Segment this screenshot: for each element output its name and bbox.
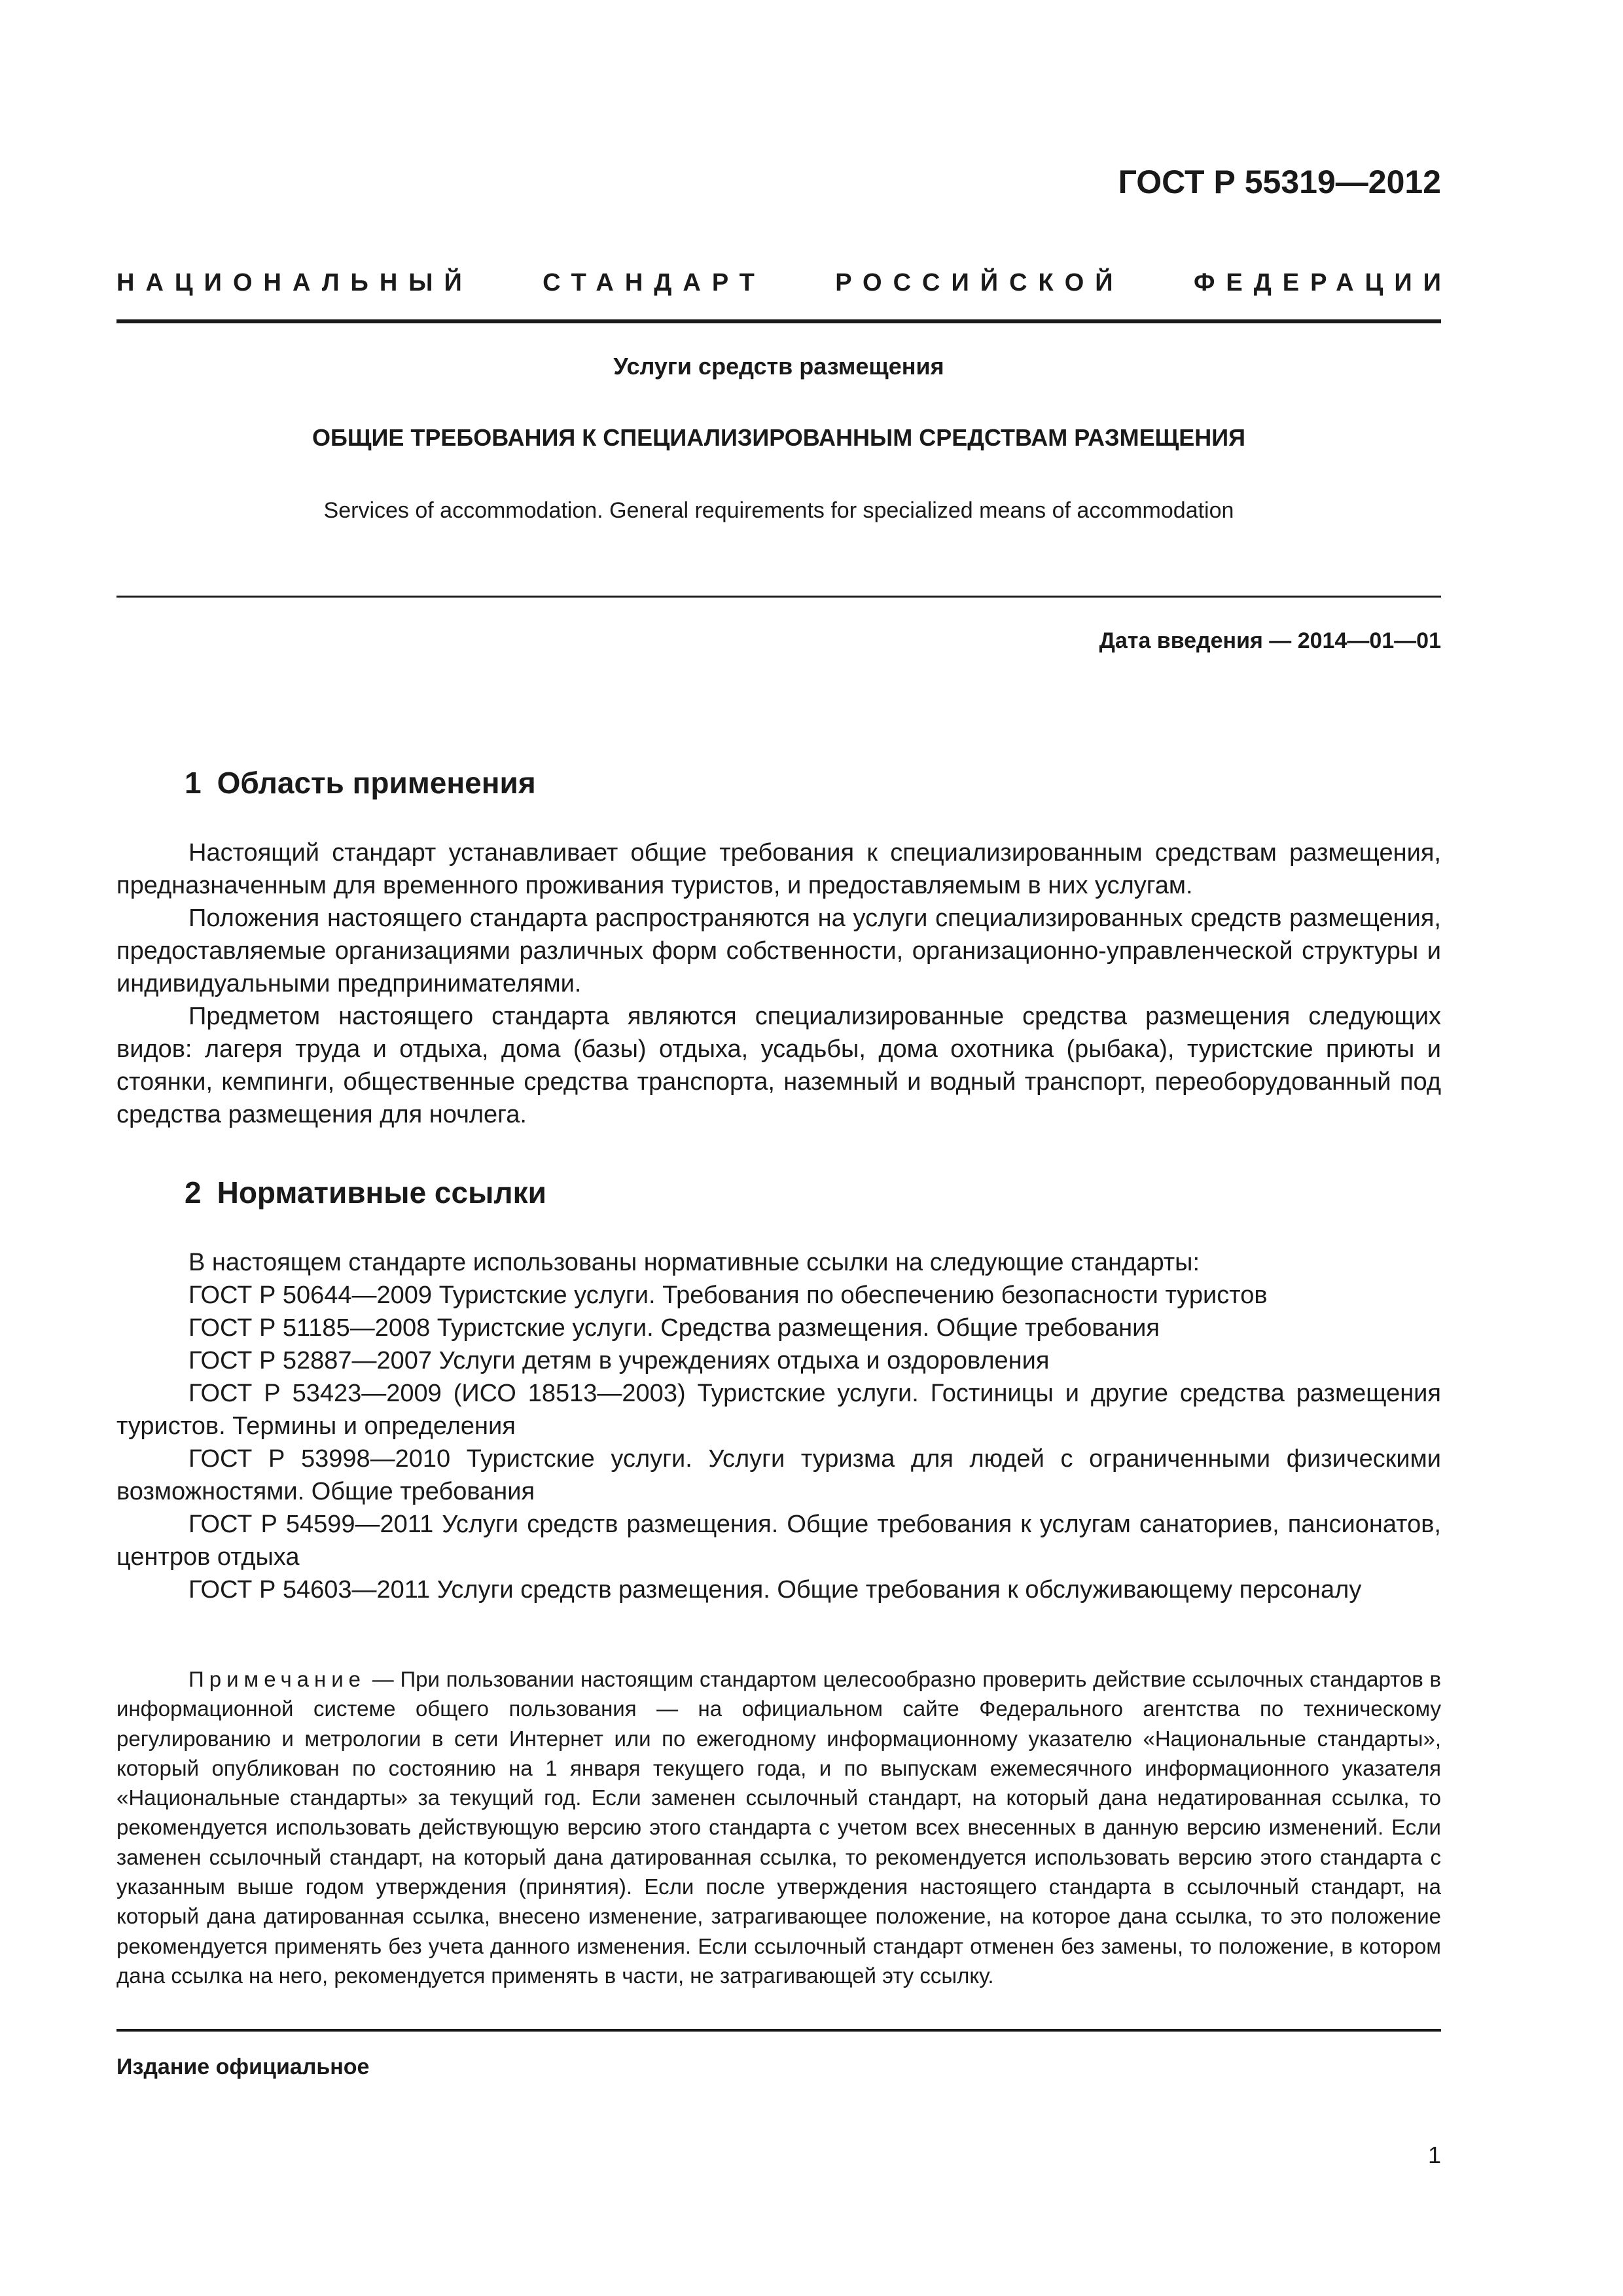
reference-item: ГОСТ Р 54599—2011 Услуги средств размещения. Общие требования к услугам санаториев, пансионатов, центров отдыха <box>116 1511 1441 1571</box>
paragraph: Положения настоящего стандарта распространяются на услуги специализированных средств размещения, предоставляемые организациями различных форм собственности, организационно-управленческой структуры и индивидуальными предпринимателями. <box>116 905 1441 997</box>
banner-word: ФЕДЕРАЦИИ <box>1193 269 1452 296</box>
official-edition-label: Издание официальное <box>116 2054 370 2079</box>
title-line: Услуги средств размещения <box>613 353 944 380</box>
section-number: 1 <box>185 766 202 800</box>
reference-item: ГОСТ Р 53423—2009 (ИСО 18513—2003) Туристские услуги. Гостиницы и другие средства размещения туристов. Термины и определения <box>116 1380 1441 1440</box>
page-number: 1 <box>1427 2142 1441 2168</box>
note-text: — При пользовании настоящим стандартом целесообразно проверить действие ссылочных стандартов в информационной системе общего пользования — на официальном сайте Федерального агентства по техническому регулированию и метрологии в сети Интернет или по ежегодному информационному указателю «Национальные стандарты», который опубликован по состоянию на 1 января текущего года, и по выпускам ежемесячного информационного указателя «Национальные стандарты» за текущий год. Если заменен ссылочный стандарт, на который дана недатированная ссылка, то рекомендуется использовать действующую версию этого стандарта с учетом всех внесенных в данную версию изменений. Если заменен ссылочный стандарт, на который дана датированная ссылка, то рекомендуется использовать версию этого стандарта с указанным выше годом утверждения (принятия). Если после утверждения настоящего стандарта в ссылочный стандарт, на который дана датированная ссылка, внесено изменение, затрагивающее положение, на которое дана ссылка, то это положение рекомендуется применять без учета данного изменения. Если ссылочный стандарт отменен без замены, то положение, в котором дана ссылка на него, рекомендуется применять в части, не затрагивающей эту ссылку. <box>116 1667 1441 1988</box>
section-title: Область применения <box>217 766 536 800</box>
banner-word: РОССИЙСКОЙ <box>835 269 1124 296</box>
introduction-date: Дата введения — 2014—01—01 <box>1099 628 1441 653</box>
section-body <box>116 1246 1441 1606</box>
section-heading <box>185 764 536 801</box>
title-english: Services of accommodation. General requirements for specialized means of accommodation <box>323 498 1234 523</box>
header-rule <box>116 319 1441 323</box>
banner-word: СТАНДАРТ <box>543 269 766 296</box>
reference-item: ГОСТ Р 54603—2011 Услуги средств размещения. Общие требования к обслуживающему персоналу <box>188 1576 1362 1604</box>
reference-item: ГОСТ Р 50644—2009 Туристские услуги. Требования по обеспечению безопасности туристов <box>188 1282 1268 1309</box>
paragraph: Предметом настоящего стандарта являются специализированные средства размещения следующих видов: лагеря труда и отдыха, дома (базы) отдыха, усадьбы, дома охотника (рыбака), туристские приюты и стоянки, кемпинги, общественные средства транспорта, наземный и водный транспорт, переоборудованный под средства размещения для ночлега. <box>116 1003 1441 1128</box>
note <box>116 1664 1441 1990</box>
national-standard-banner <box>116 266 1452 299</box>
title-rule <box>116 596 1441 598</box>
banner-word: НАЦИОНАЛЬНЫЙ <box>116 269 473 296</box>
section-body <box>116 836 1441 1131</box>
section-heading <box>185 1174 546 1211</box>
standard-code: ГОСТ Р 55319—2012 <box>1118 164 1441 200</box>
paragraph: В настоящем стандарте использованы нормативные ссылки на следующие стандарты: <box>188 1249 1200 1276</box>
title-main: ОБЩИЕ ТРЕБОВАНИЯ К СПЕЦИАЛИЗИРОВАННЫМ СРЕДСТВАМ РАЗМЕЩЕНИЯ <box>312 424 1246 451</box>
document-page <box>116 0 1452 2296</box>
section-title: Нормативные ссылки <box>217 1175 546 1210</box>
reference-item: ГОСТ Р 53998—2010 Туристские услуги. Услуги туризма для людей с ограниченными физическими возможностями. Общие требования <box>116 1445 1441 1505</box>
reference-item: ГОСТ Р 52887—2007 Услуги детям в учреждениях отдыха и оздоровления <box>188 1347 1050 1374</box>
section-number: 2 <box>185 1175 202 1210</box>
note-label: Примечание <box>188 1667 366 1691</box>
footer-rule <box>116 2029 1441 2032</box>
reference-item: ГОСТ Р 51185—2008 Туристские услуги. Средства размещения. Общие требования <box>188 1314 1160 1342</box>
paragraph: Настоящий стандарт устанавливает общие требования к специализированным средствам размещения, предназначенным для временного проживания туристов, и предоставляемым в них услугам. <box>116 839 1441 899</box>
